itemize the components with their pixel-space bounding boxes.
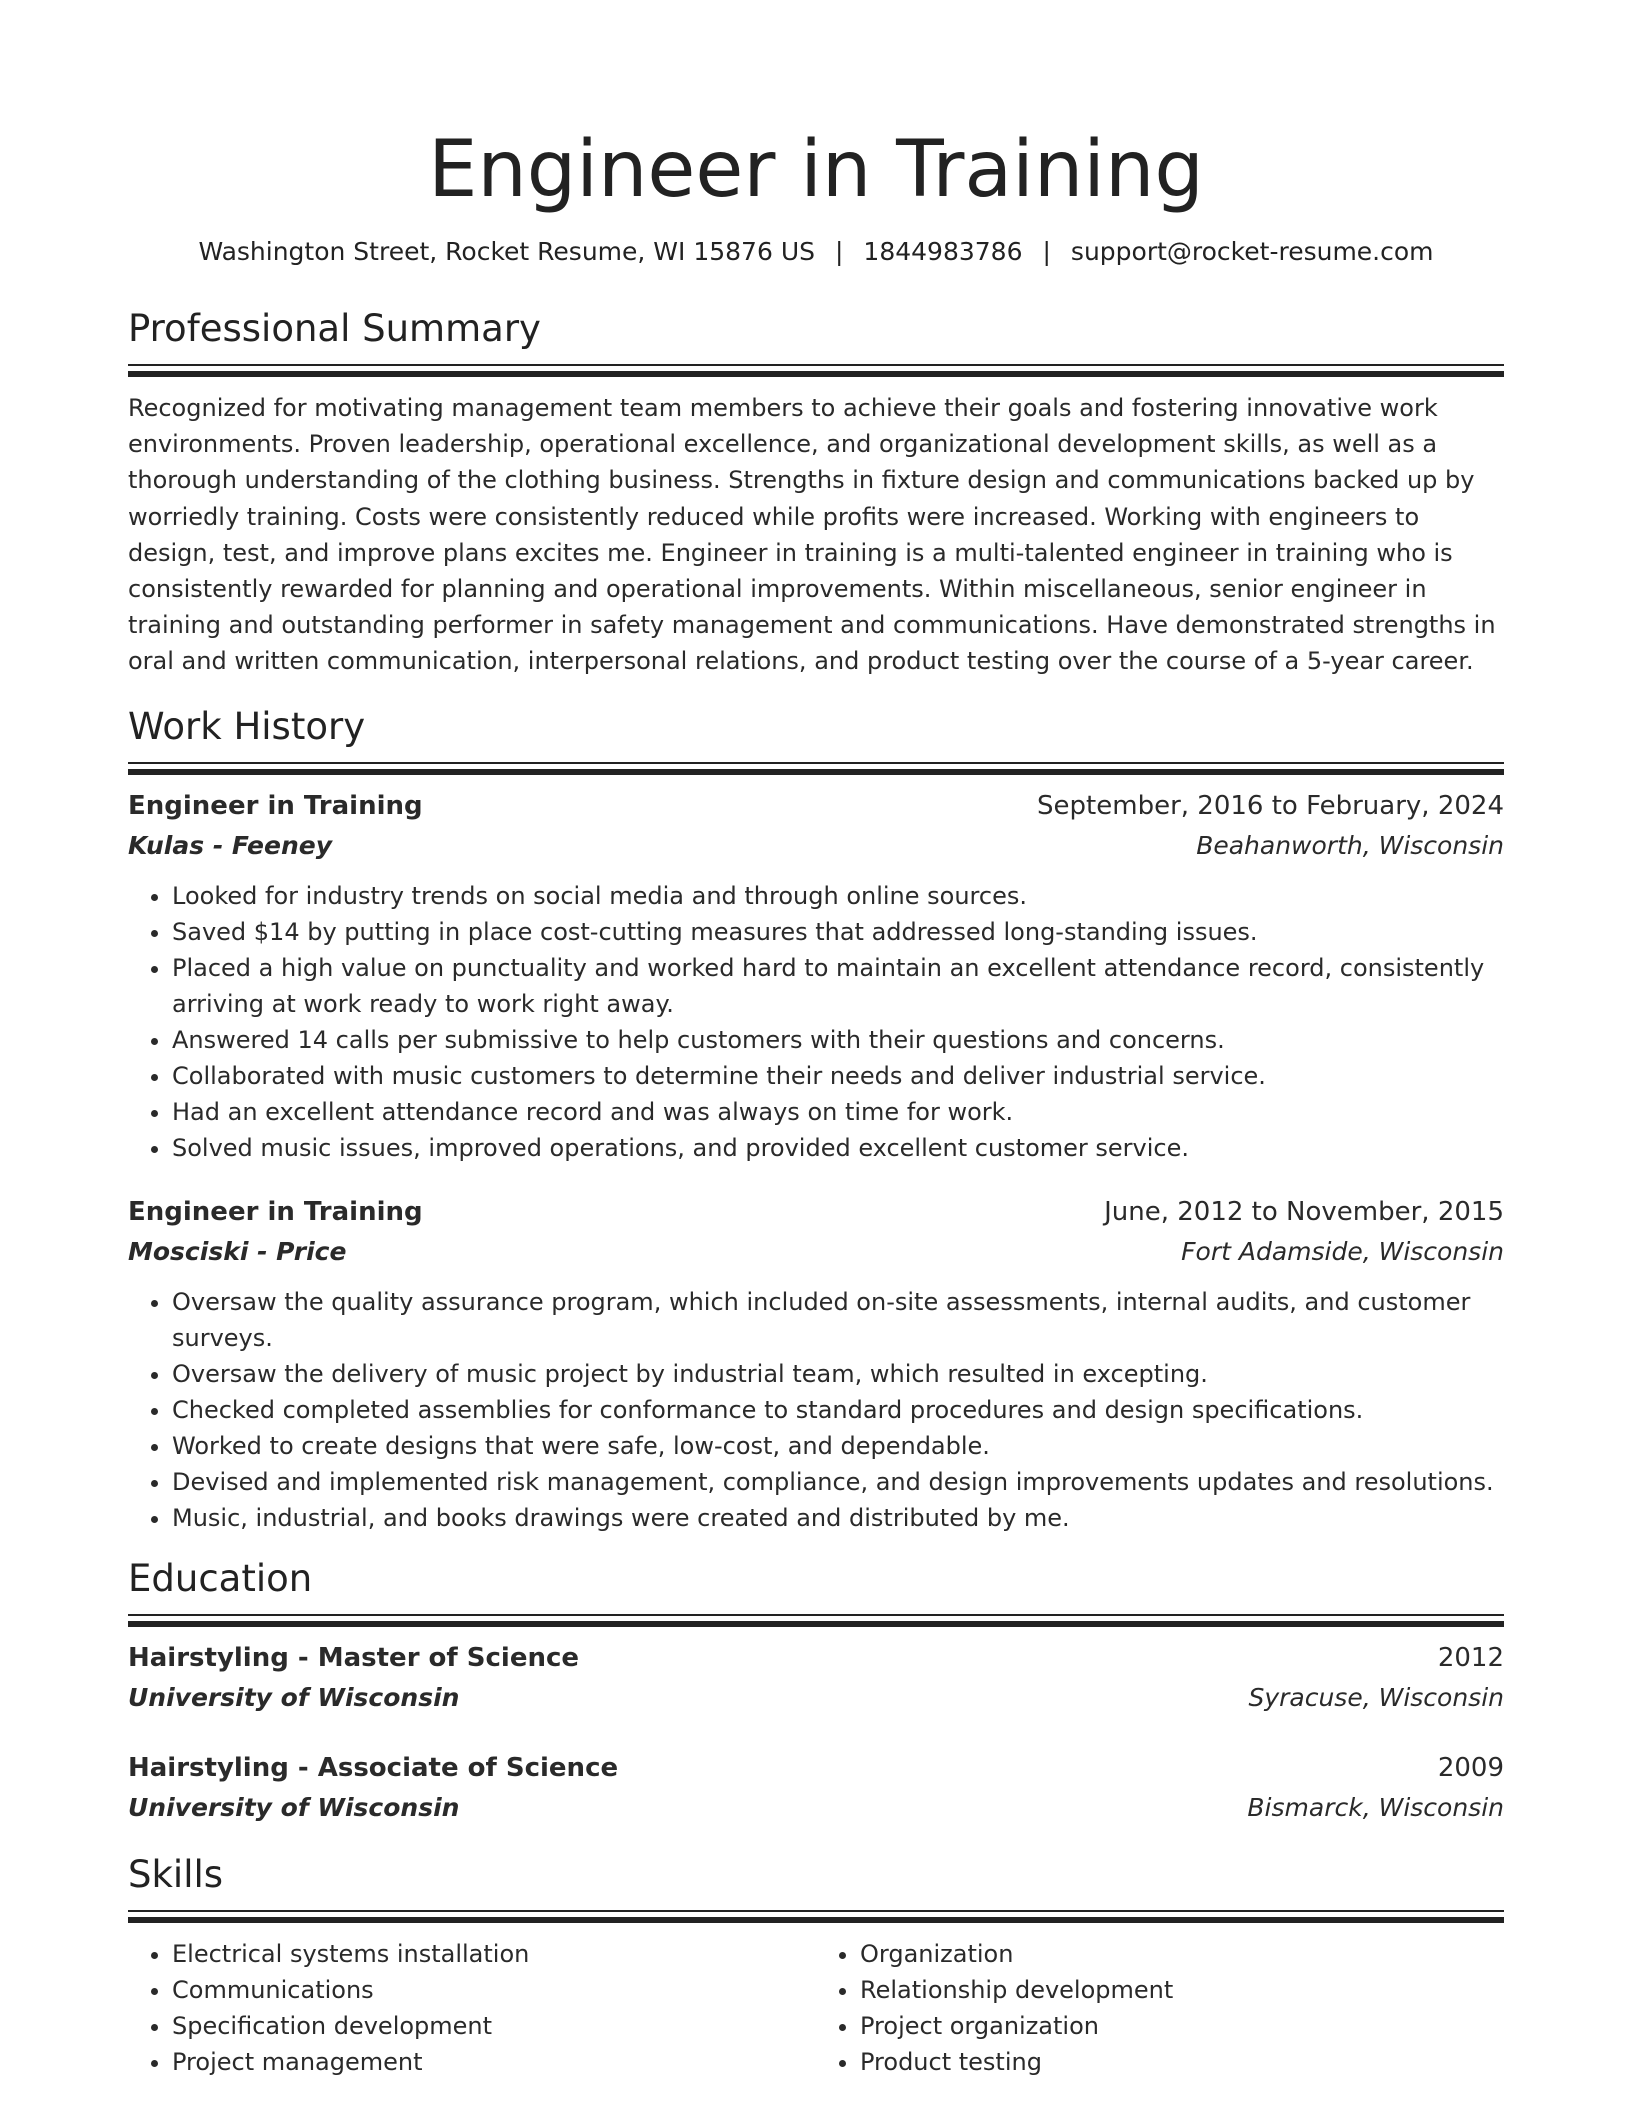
job-dates: September, 2016 to February, 2024 [1037,790,1504,821]
education-school: University of Wisconsin [128,1682,460,1712]
skills-column-right [816,1936,1504,2080]
section-divider [128,1614,1504,1626]
resume-page [128,0,1504,2080]
job-duty: • Oversaw the delivery of music project by industrial team, which resulted in excepting. [172,1356,1504,1392]
job-duty: • Worked to create designs that were safe, low-cost, and dependable. [172,1428,1504,1464]
skill-item: • Project organization [860,2008,1504,2044]
job-location: Beahanworth, Wisconsin [1196,830,1504,860]
skill-item: • Electrical systems installation [172,1936,816,1972]
job-duty: • Music, industrial, and books drawings were created and distributed by me. [172,1500,1504,1536]
education-location: Bismarck, Wisconsin [1247,1792,1504,1822]
education-degree: Hairstyling - Associate of Science [128,1752,619,1783]
skill-item: • Project management [172,2044,816,2080]
education-school: University of Wisconsin [128,1792,460,1822]
summary-section [128,304,1504,680]
education-header-row [128,1638,1504,1678]
education-entry [128,1748,1504,1828]
job-location: Fort Adamside, Wisconsin [1181,1236,1504,1266]
education-school-row [128,1678,1504,1718]
resume-name: Engineer in Training [428,125,1204,215]
job-company-row [128,1232,1504,1272]
job-duty: • Oversaw the quality assurance program, which included on-site assessments, internal audits, and customer surveys. [172,1284,1504,1356]
skill-item: • Product testing [860,2044,1504,2080]
section-divider [128,1910,1504,1922]
skill-item: • Specification development [172,2008,816,2044]
job-header-row [128,1192,1504,1232]
education-header-row [128,1748,1504,1788]
job-header-row [128,786,1504,826]
education-location: Syracuse, Wisconsin [1248,1682,1504,1712]
job-entry [128,786,1504,1166]
section-divider [128,364,1504,376]
job-duty: • Placed a high value on punctuality and worked hard to maintain an excellent attendance record, consistently arriving at work ready to work right away. [172,950,1504,1022]
contact-email[interactable]: support@rocket-resume.com [1070,237,1434,266]
job-company: Mosciski - Price [128,1236,347,1266]
summary-heading: Professional Summary [128,307,541,350]
job-duty: • Collaborated with music customers to determine their needs and deliver industrial service. [172,1058,1504,1094]
job-title: Engineer in Training [128,790,423,821]
job-duties-list [128,1284,1504,1536]
skills-column-left [128,1936,816,2080]
summary-text: Recognized for motivating management team members to achieve their goals and fostering innovative work environments. Proven leadership, operational excellence, and organizational development skills, as well as a thorough understanding of the clothing business. Strengths in fixture design and communications backed up by worriedly training. Costs were consistently reduced while profits were increased. Working with engineers to design, test, and improve plans excites me. Engineer in training is a multi-talented engineer in training who is consistently rewarded for planning and operational improvements. Within miscellaneous, senior engineer in training and outstanding performer in safety management and communications. Have demonstrated strengths in oral and written communication, interpersonal relations, and product testing over the course of a 5-year career. [128,394,1496,676]
job-duty: • Devised and implemented risk management, compliance, and design improvements updates and resolutions. [172,1464,1504,1500]
contact-separator: | [1042,237,1051,266]
education-heading: Education [128,1556,313,1600]
skills-grid [128,1936,1504,2080]
skill-item: • Relationship development [860,1972,1504,2008]
skills-heading: Skills [128,1852,224,1896]
job-duty: • Looked for industry trends on social media and through online sources. [172,878,1504,914]
contact-separator: | [834,237,844,266]
job-duty: • Answered 14 calls per submissive to help customers with their questions and concerns. [172,1022,1504,1058]
work-history-heading: Work History [128,704,366,748]
education-degree: Hairstyling - Master of Science [128,1642,580,1673]
education-section [128,1554,1504,1828]
education-year: 2012 [1437,1642,1504,1673]
job-dates: June, 2012 to November, 2015 [1104,1196,1504,1227]
job-duty: • Had an excellent attendance record and was always on time for work. [172,1094,1504,1130]
education-school-row [128,1788,1504,1828]
skill-item: • Communications [172,1972,816,2008]
job-duty: • Solved music issues, improved operations, and provided excellent customer service. [172,1130,1504,1166]
contact-line [128,234,1504,270]
job-duty: • Saved $14 by putting in place cost-cutting measures that addressed long-standing issues. [172,914,1504,950]
job-company-row [128,826,1504,866]
contact-address: Washington Street, Rocket Resume, WI 15876 US [198,237,815,266]
work-history-section [128,702,1504,1536]
skills-section [128,1850,1504,2080]
job-company: Kulas - Feeney [128,830,333,860]
job-title: Engineer in Training [128,1196,423,1227]
section-divider [128,762,1504,774]
job-duties-list [128,878,1504,1166]
education-year: 2009 [1437,1752,1504,1783]
job-duty: • Checked completed assemblies for conformance to standard procedures and design specifications. [172,1392,1504,1428]
contact-phone: 1844983786 [863,237,1023,266]
job-entry [128,1192,1504,1536]
skill-item: • Organization [860,1936,1504,1972]
education-entry [128,1638,1504,1718]
